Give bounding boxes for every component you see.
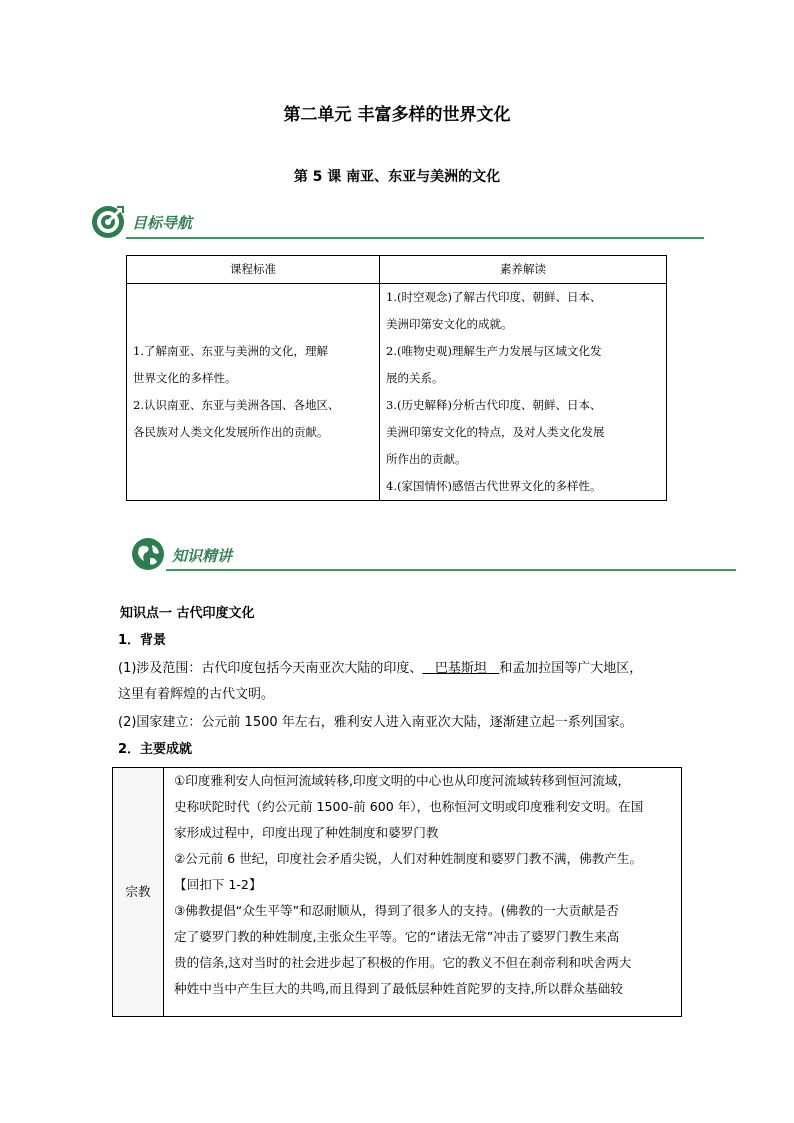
course-standard-line: 世界文化的多样性。 xyxy=(133,371,237,385)
section-background-title: 1．背景 xyxy=(118,633,167,648)
knowledge-banner-label: 知识精讲 xyxy=(172,547,233,565)
goals-banner-divider xyxy=(126,237,704,239)
literacy-line: 3.(历史解释)分析古代印度、朝鲜、日本、 xyxy=(386,398,602,412)
literacy-cell xyxy=(380,284,667,501)
literacy-line: 美洲印第安文化的特点，及对人类文化发展 xyxy=(386,425,605,439)
fill-blank-text: 巴基斯坦 xyxy=(434,661,487,676)
background-paragraph-1 xyxy=(118,656,698,708)
achievement-line: 种姓中当中产生巨大的共鸣,而且得到了最低层种姓首陀罗的支持,所以群众基础较 xyxy=(174,981,623,996)
achievement-line: 史称吠陀时代（约公元前 1500-前 600 年），也称恒河文明或印度雅利安文明。在国 xyxy=(174,799,644,814)
religion-content xyxy=(164,768,682,1017)
literacy-line: 展的关系。 xyxy=(386,371,444,385)
achievements-table xyxy=(112,767,682,1017)
section-achievements-title: 2．主要成就 xyxy=(118,742,193,757)
literacy-line: 2.(唯物史观)理解生产力发展与区域文化发 xyxy=(386,344,602,358)
globe-icon xyxy=(130,536,166,572)
background-text: (1)涉及范围：古代印度包括今天南亚次大陆的印度、 xyxy=(118,661,423,676)
achievement-line: 家形成过程中，印度出现了种姓制度和婆罗门教 xyxy=(174,825,439,840)
achievement-line: ③佛教提倡“众生平等”和忍耐顺从，得到了很多人的支持。(佛教的一大贡献是否 xyxy=(174,903,619,918)
standards-table xyxy=(126,255,667,501)
course-standards-cell xyxy=(127,284,380,501)
literacy-line: 所作出的贡献。 xyxy=(386,452,467,466)
lesson-title: 第 5 课 南亚、东亚与美洲的文化 xyxy=(293,169,501,185)
course-standard-line: 2.认识南亚、东亚与美洲各国、各地区、 xyxy=(133,398,340,412)
achievement-line: 定了婆罗门教的种姓制度,主张众生平等。它的“诸法无常”冲击了婆罗门教生来高 xyxy=(174,929,620,944)
knowledge-banner-divider xyxy=(166,569,736,571)
standards-header-course: 课程标准 xyxy=(127,256,380,284)
achievement-line: 【回扣下 1-2】 xyxy=(174,877,262,892)
background-text: 和孟加拉国等广大地区， xyxy=(499,661,643,676)
knowledge-banner xyxy=(130,536,736,572)
achievement-line: ②公元前 6 世纪，印度社会矛盾尖锐，人们对种姓制度和婆罗门教不满，佛教产生。 xyxy=(174,851,643,866)
goals-banner-label: 目标导航 xyxy=(132,214,193,232)
religion-label: 宗教 xyxy=(113,768,164,1017)
fill-blank-answer xyxy=(422,661,499,676)
background-text: 这里有着辉煌的古代文明。 xyxy=(118,687,275,702)
course-standard-line: 各民族对人类文化发展所作出的贡献。 xyxy=(133,425,329,439)
unit-title: 第二单元 丰富多样的世界文化 xyxy=(283,105,511,125)
course-standard-line: 1.了解南亚、东亚与美洲的文化，理解 xyxy=(133,344,328,358)
standards-header-literacy: 素养解读 xyxy=(380,256,667,284)
achievement-line: ①印度雅利安人向恒河流域转移,印度文明的中心也从印度河流域转移到恒河流域， xyxy=(174,773,631,788)
literacy-line: 美洲印第安文化的成就。 xyxy=(386,317,513,331)
goals-banner xyxy=(90,204,704,240)
literacy-line: 4.(家国情怀)感悟古代世界文化的多样性。 xyxy=(386,479,602,493)
knowledge-point-title: 知识点一 古代印度文化 xyxy=(120,606,255,621)
achievement-line: 贵的信条,这对当时的社会进步起了积极的作用。它的教义不但在刹帝利和吠舍两大 xyxy=(174,955,632,970)
target-arrow-icon xyxy=(90,204,126,240)
background-paragraph-2: (2)国家建立：公元前 1500 年左右，雅利安人进入南亚次大陆，逐渐建立起一系列国家。 xyxy=(118,715,633,730)
literacy-line: 1.(时空观念)了解古代印度、朝鲜、日本、 xyxy=(386,290,602,304)
